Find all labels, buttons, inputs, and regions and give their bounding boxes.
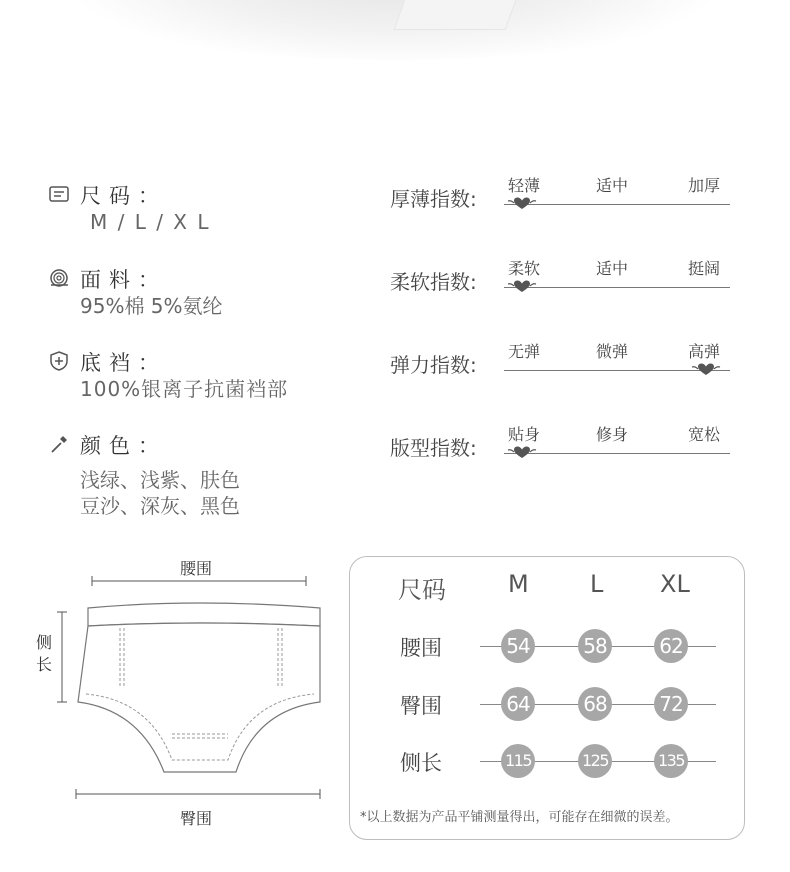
index-level: 柔软: [508, 259, 541, 278]
measurement-note: *以上数据为产品平铺测量得出，可能存在细微的误差。: [360, 810, 679, 825]
waist-label: 腰围: [180, 559, 213, 578]
index-name: 版型指数:: [390, 436, 477, 460]
product-shadow: [80, 0, 710, 60]
size-value-circle: 125: [578, 744, 612, 778]
size-value-circle: 58: [578, 629, 612, 663]
size-value-circle: 62: [654, 629, 688, 663]
spec-label: 底裆：: [80, 351, 167, 375]
heart-indicator-icon: [690, 361, 722, 377]
index-name: 厚薄指数:: [390, 187, 477, 211]
underwear-outline: [30, 550, 330, 840]
spec-value-line: 豆沙、深灰、黑色: [80, 494, 240, 518]
index-row: [390, 259, 730, 306]
size-value-circle: 135: [654, 744, 688, 778]
heart-indicator-icon: [506, 195, 538, 211]
index-level: 无弹: [508, 342, 541, 361]
spec-value-line: 浅绿、浅紫、肤色: [80, 468, 240, 492]
index-row: [390, 342, 730, 389]
table-row-label: 臀围: [400, 694, 442, 718]
index-level: 贴身: [508, 425, 541, 444]
spec-value: M / L / X L: [90, 210, 211, 234]
shield-cross-icon: [48, 350, 70, 372]
fabric-roll-icon: [48, 267, 70, 289]
size-value-circle: 115: [501, 744, 535, 778]
index-level: 宽松: [688, 425, 721, 444]
index-name: 柔软指数:: [390, 270, 477, 294]
spec-label: 面料：: [80, 268, 167, 292]
spec-label: 颜色：: [80, 434, 167, 458]
table-header-size: M: [508, 570, 529, 598]
index-level: 轻薄: [508, 176, 541, 195]
spec-value: 95%棉 5%氨纶: [80, 294, 223, 318]
product-box-edge: [393, 0, 518, 30]
index-level: 适中: [596, 259, 629, 278]
index-level: 适中: [596, 176, 629, 195]
tag-icon: [48, 183, 70, 205]
index-level: 加厚: [688, 176, 721, 195]
table-header-size: L: [590, 570, 604, 598]
side-length-label: 侧长: [36, 633, 53, 674]
index-level: 微弹: [596, 342, 629, 361]
index-row: [390, 425, 730, 472]
heart-indicator-icon: [506, 278, 538, 294]
heart-indicator-icon: [506, 444, 538, 460]
table-header-size: XL: [660, 570, 690, 598]
spec-label: 尺码：: [80, 184, 167, 208]
dropper-icon: [48, 433, 70, 455]
index-level: 挺阔: [688, 259, 721, 278]
index-row: [390, 176, 730, 223]
spec-value: 100%银离子抗菌裆部: [80, 377, 289, 401]
size-diagram: [30, 550, 330, 840]
index-level: 高弹: [688, 342, 721, 361]
index-name: 弹力指数:: [390, 353, 477, 377]
size-value-circle: 68: [578, 687, 612, 721]
table-header-label: 尺码: [398, 576, 446, 604]
hip-label: 臀围: [180, 809, 213, 828]
size-value-circle: 54: [501, 629, 535, 663]
size-value-circle: 72: [654, 687, 688, 721]
table-row-label: 侧长: [400, 751, 442, 775]
table-row-label: 腰围: [400, 636, 442, 660]
index-level: 修身: [596, 425, 629, 444]
size-value-circle: 64: [501, 687, 535, 721]
